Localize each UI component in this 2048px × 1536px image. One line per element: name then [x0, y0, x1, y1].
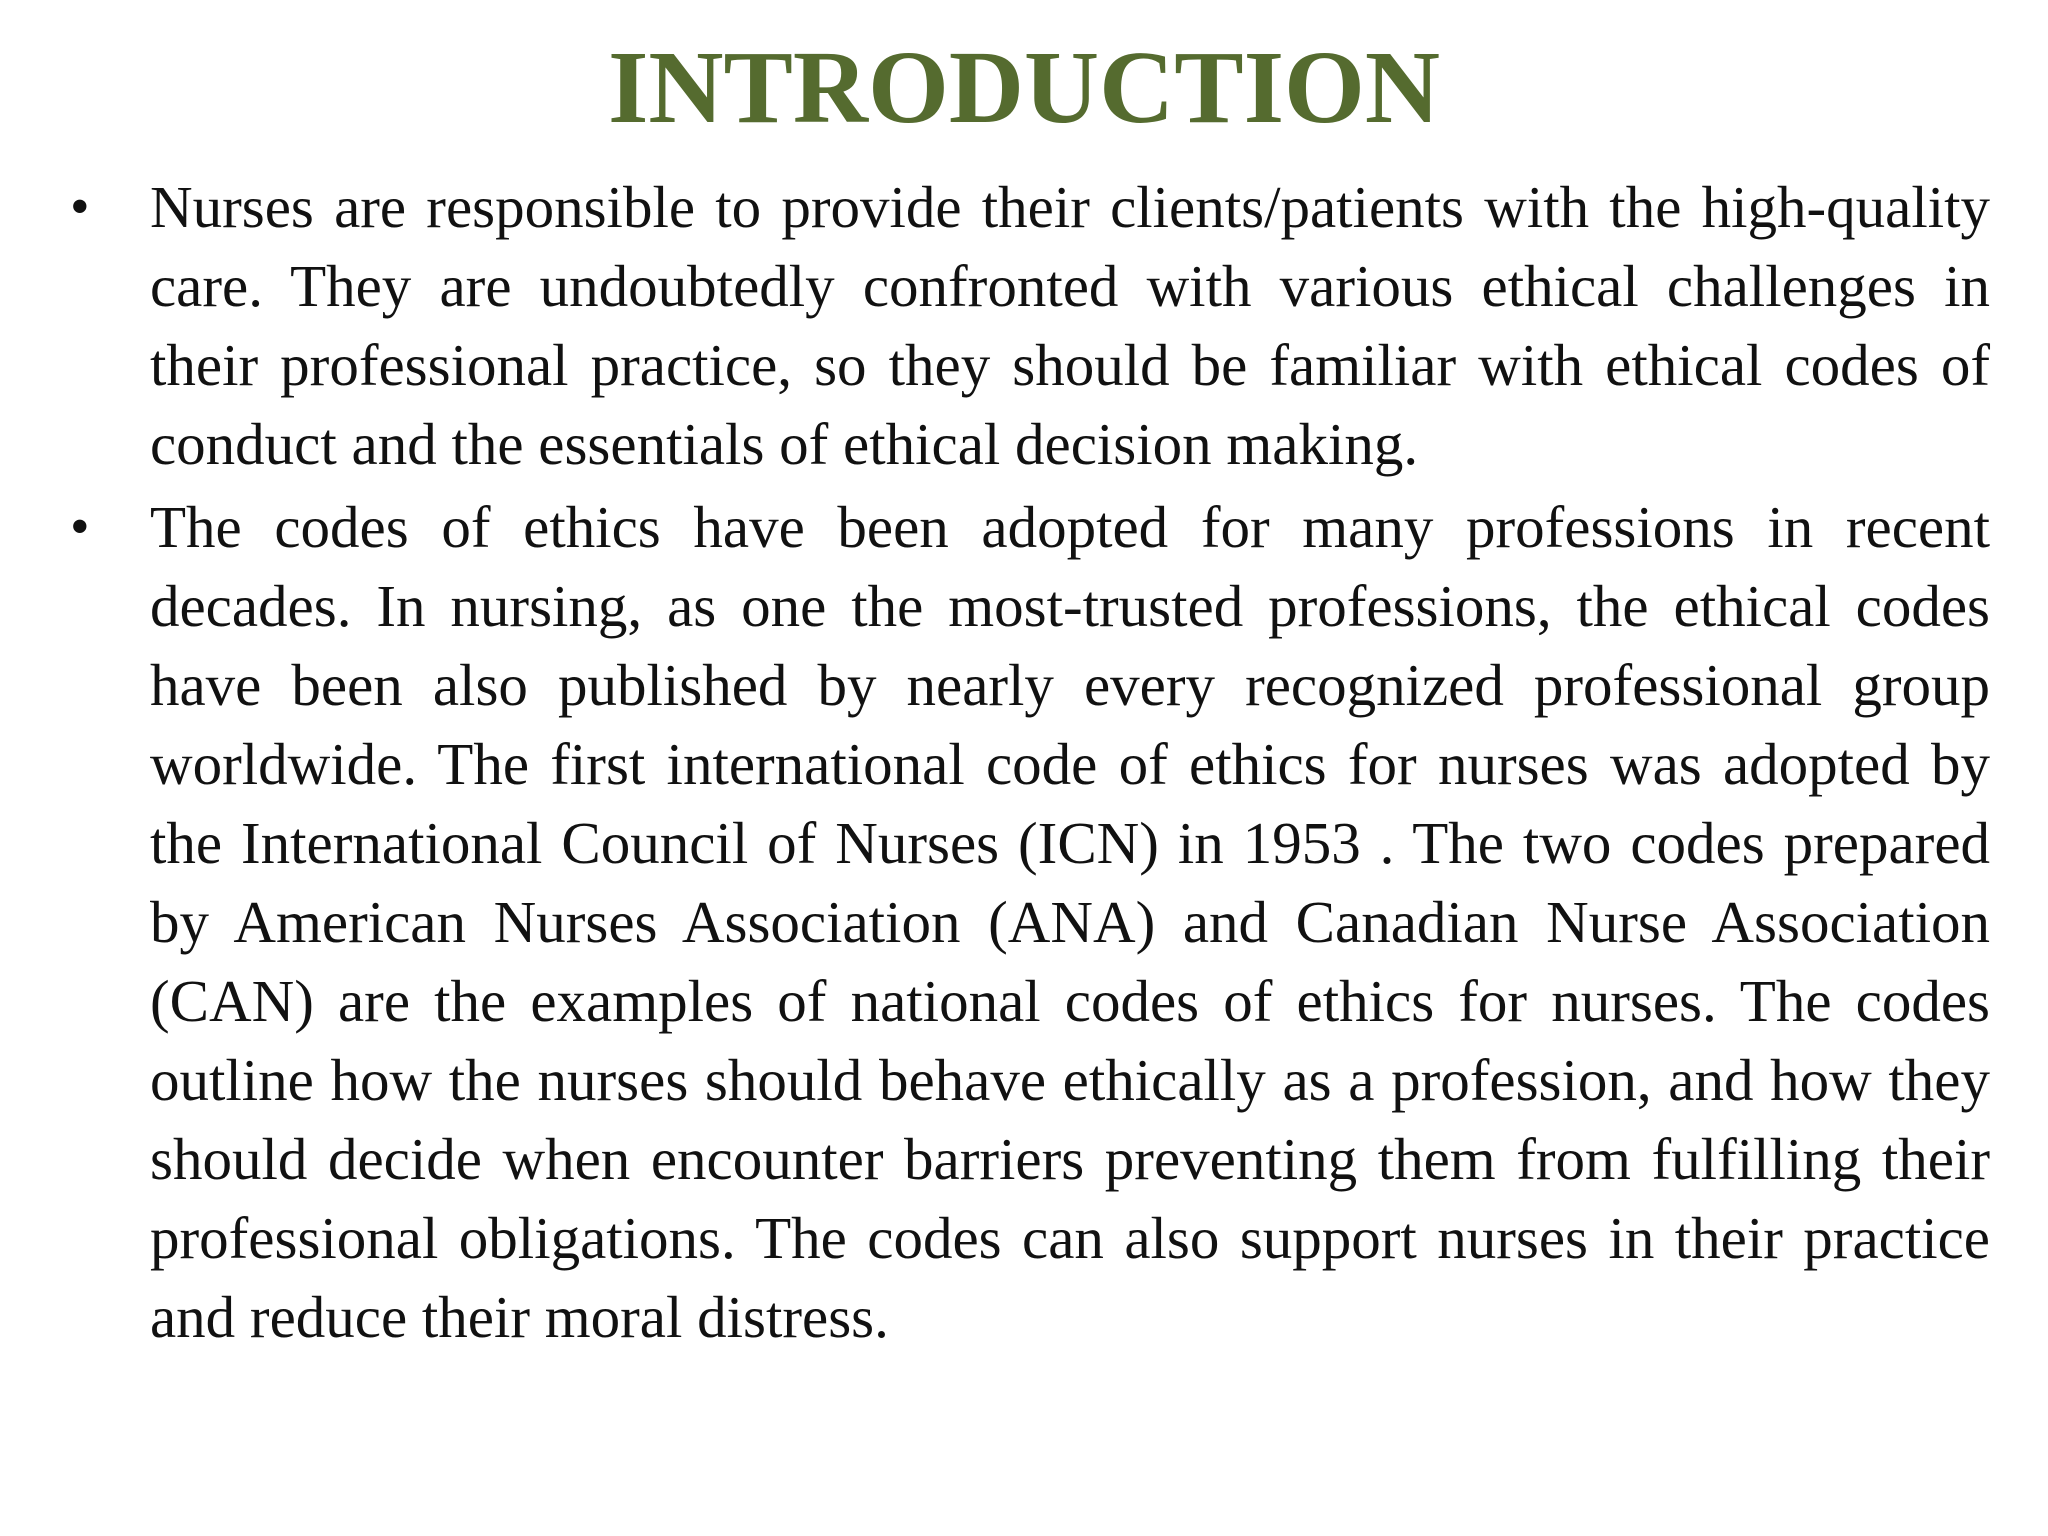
bullet-item-nurses-responsibility [70, 168, 1990, 484]
bullet-text-nurses-responsibility: Nurses are responsible to provide their clients/patients with the high-quality care. They are undoubtedly confronted with various ethical challenges in their professional practice, so they should be familiar with ethical codes of conduct and the essentials of ethical decision making. [150, 174, 1990, 477]
bullet-text-codes-of-ethics: The codes of ethics have been adopted for many professions in recent decades. In nursing, as one the most-trusted professions, the ethical codes have been also published by nearly every recognized professional group worldwide. The first international code of ethics for nurses was adopted by the International Council of Nurses (ICN) in 1953 . The two codes prepared by American Nurses Association (ANA) and Canadian Nurse Association (CAN) are the examples of national codes of ethics for nurses. The codes outline how the nurses should behave ethically as a profession, and how they should decide when encounter barriers preventing them from fulfilling their professional obligations. The codes can also support nurses in their practice and reduce their moral distress. [150, 494, 1990, 1350]
bullet-item-codes-of-ethics [70, 488, 1990, 1357]
bullet-point-icon: • [70, 496, 90, 558]
slide-title: INTRODUCTION [607, 30, 1441, 145]
bullet-list [70, 168, 1990, 1361]
bullet-point-icon: • [70, 176, 90, 238]
